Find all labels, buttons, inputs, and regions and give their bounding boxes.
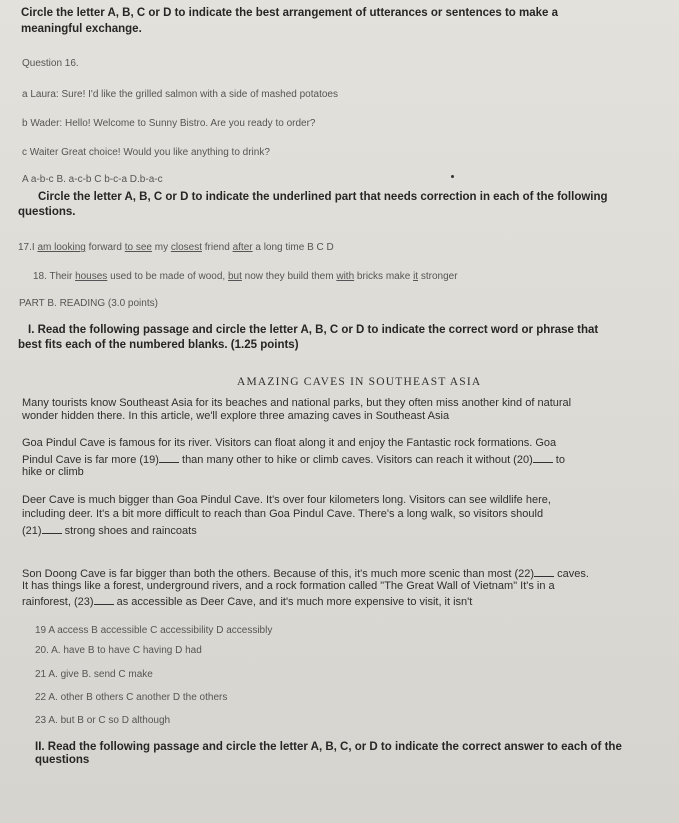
- instruction-correction-line1: Circle the letter A, B, C or D to indicate the underlined part that needs correction in each of the following: [38, 191, 608, 203]
- passage-p1-line1: Many tourists know Southeast Asia for its beaches and national parks, but they often miss another kind of natural: [22, 397, 572, 409]
- q18-text: bricks make: [354, 271, 414, 282]
- instruction-correction-line2: questions.: [18, 206, 76, 218]
- q16-options: A a-b-c B. a-c-b C b-c-a D.b-a-c: [22, 174, 163, 185]
- passage-p2-line1: Goa Pindul Cave is famous for its river. Visitors can float along it and enjoy the Fantastic rock formations. Goa: [22, 437, 557, 449]
- instruction-reading2-line1: II. Read the following passage and circle the letter A, B, C, or D to indicate the correct answer to each of the: [35, 741, 622, 753]
- q17-underline-a: am looking: [37, 242, 86, 253]
- stray-dot: [451, 175, 454, 178]
- q17-underline-d: after: [232, 242, 253, 253]
- passage-p3-line3: [22, 523, 197, 538]
- passage-p4-line2: It has things like a forest, underground rivers, and a rock formation called "The Great Wall of Vietnam" It's in a: [22, 580, 555, 592]
- q17-number: 17.I: [18, 242, 38, 253]
- passage-text: strong shoes and raincoats: [61, 525, 197, 537]
- instruction-arrangement-line2: meaningful exchange.: [21, 23, 142, 35]
- blank-19[interactable]: [159, 452, 179, 463]
- passage-p4-line1: [22, 566, 589, 581]
- passage-p3-line1: Deer Cave is much bigger than Goa Pindul Cave. It's over four kilometers long. Visitors can see wildlife here,: [22, 494, 551, 506]
- q18-text: used to be made of wood,: [107, 271, 228, 282]
- blank-20[interactable]: [533, 452, 553, 463]
- answer-options-22: 22 A. other B others C another D the others: [35, 692, 228, 703]
- q18-text: stronger: [418, 271, 458, 282]
- q18-underline-c: with: [336, 271, 355, 282]
- q18-underline-b: but: [227, 271, 242, 282]
- q16-utterance-c: c Waiter Great choice! Would you like anything to drink?: [22, 147, 270, 158]
- passage-text: as accessible as Deer Cave, and it's much more expensive to visit, it isn't: [113, 596, 473, 608]
- instruction-arrangement-line1: Circle the letter A, B, C or D to indicate the best arrangement of utterances or sentences to make a: [21, 7, 559, 19]
- question-17: [18, 241, 334, 254]
- answer-options-19: 19 A access B accessible C accessibility D accessibly: [35, 625, 273, 636]
- answer-options-20: 20. A. have B to have C having D had: [35, 645, 202, 656]
- passage-text: Pindul Cave is far more (19): [22, 454, 159, 466]
- answer-options-21: 21 A. give B. send C make: [35, 669, 153, 680]
- passage-text: than many other to hike or climb caves. Visitors can reach it without (20): [178, 454, 533, 466]
- question-18: [33, 270, 458, 283]
- passage-p2-line2: [22, 452, 565, 467]
- answer-options-23: 23 A. but B or C so D although: [35, 715, 171, 726]
- q18-text: now they build them: [241, 271, 337, 282]
- q17-text: forward: [85, 242, 125, 253]
- blank-21[interactable]: [42, 523, 62, 534]
- blank-23[interactable]: [94, 594, 114, 605]
- passage-text: (21): [22, 525, 42, 537]
- passage-p3-line2: including deer. It's a bit more difficult to reach than Goa Pindul Cave. There's a long walk, so visitors should: [22, 508, 544, 520]
- part-b-heading: PART B. READING (3.0 points): [19, 298, 158, 309]
- q18-text: 18. Their: [33, 271, 76, 282]
- q17-text: a long time B C D: [252, 242, 334, 253]
- passage-p2-line3: hike or climb: [22, 466, 84, 478]
- instruction-reading-line2: best fits each of the numbered blanks. (1.25 points): [18, 339, 299, 351]
- passage-text: to: [552, 454, 565, 466]
- passage-text: Son Doong Cave is far bigger than both the others. Because of this, it's much more scenic than most (22): [22, 568, 535, 580]
- passage-text: caves.: [554, 568, 589, 580]
- instruction-reading-line1: I. Read the following passage and circle the letter A, B, C or D to indicate the correct word or phrase that: [28, 324, 599, 336]
- q17-underline-b: to see: [124, 242, 152, 253]
- q17-underline-c: closest: [170, 242, 202, 253]
- passage-p4-line3: [22, 594, 472, 609]
- passage-text: rainforest, (23): [22, 596, 94, 608]
- q18-underline-d: it: [413, 271, 419, 282]
- q17-text: my: [151, 242, 171, 253]
- passage-title: AMAZING CAVES IN SOUTHEAST ASIA: [237, 376, 482, 388]
- q16-utterance-b: b Wader: Hello! Welcome to Sunny Bistro. Are you ready to order?: [22, 118, 316, 129]
- q16-utterance-a: a Laura: Sure! I'd like the grilled salmon with a side of mashed potatoes: [22, 89, 338, 100]
- q17-text: friend: [202, 242, 233, 253]
- question-16-label: Question 16.: [22, 58, 79, 69]
- blank-22[interactable]: [534, 566, 554, 577]
- q18-underline-a: houses: [75, 271, 108, 282]
- instruction-reading2-line2: questions: [35, 754, 90, 766]
- passage-p1-line2: wonder hidden there. In this article, we'll explore three amazing caves in Southeast Asia: [22, 410, 450, 422]
